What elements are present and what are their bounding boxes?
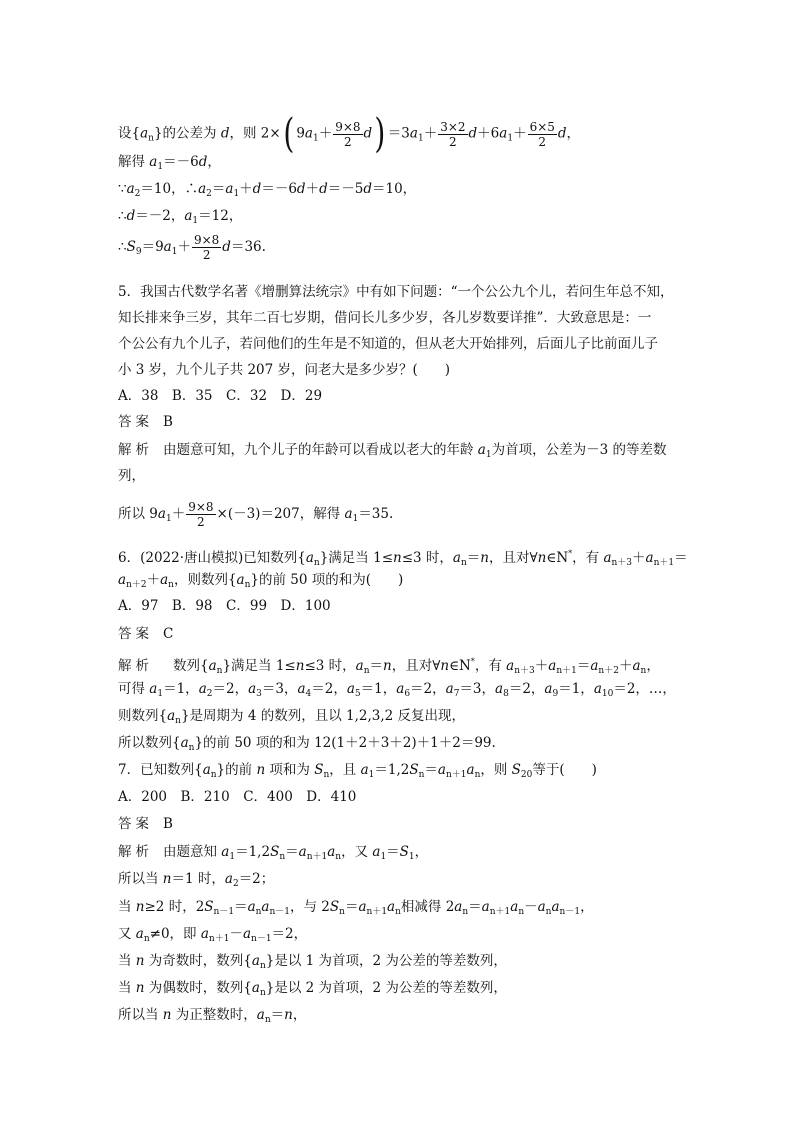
text: 当 [118, 980, 136, 996]
fraction: $\frac{9\times 8}{2}$ [335, 119, 361, 149]
q6-options: A．97 B．98 C．99 D．100 [118, 598, 331, 614]
fraction: $\frac{6\times 5}{2}$ [529, 119, 555, 149]
q7-options: A．200 B．210 C．400 D．410 [118, 789, 357, 805]
fraction: $\frac{3\times 2}{2}$ [440, 119, 466, 149]
q5-line2: 知长排来争三岁，其年二百七岁期，借问长儿多少岁，各儿岁数要详推”．大致意思是：一 [118, 310, 652, 326]
text: ＝1,2 [374, 762, 410, 778]
answer-label: 答案 [118, 626, 153, 642]
answer-value: B [163, 816, 173, 832]
solution-label: 解析 [118, 442, 153, 458]
text: 可得 [118, 681, 150, 697]
text: 则数列{ [118, 708, 168, 724]
text: ∵ [118, 181, 127, 197]
text: 当 [118, 953, 136, 969]
answer-value: C [163, 626, 174, 642]
text: 项和为 [265, 762, 315, 778]
text: 又 [118, 926, 136, 942]
text: ，且对∀ [391, 658, 441, 674]
q7-line1: 7．已知数列$\{a_n\}$的前 n 项和为 $S_n$，且 $a_1=1,2S_n=a_{n+1}a_n$，则 $S_{20}$等于( ) [118, 762, 597, 780]
q7-answer [118, 814, 173, 834]
text: 为偶数时，数列{ [144, 980, 252, 996]
q5-line1: 5．我国古代数学名著《增删算法统宗》中有如下问题：“一个公公九个儿，若问生年总不知， [118, 284, 674, 300]
text: 当 [118, 899, 136, 915]
line-because: $\because a_2=10$，$\therefore a_2=a_1+d=-6d+d=-5d=10$， [118, 181, 417, 199]
text: ，且 [329, 762, 361, 778]
solution-label: 解析 [118, 658, 153, 674]
left-paren: ( [283, 111, 294, 157]
text: 由题意知 [163, 844, 222, 860]
q7-solution-line5: 当 n 为奇数时，数列$\{a_n\}$是以 1 为首项，2 为公差的等差数列， [118, 953, 507, 971]
q5-options: A．38 B．35 C．32 D．29 [118, 388, 323, 404]
right-paren: ) [374, 111, 386, 157]
text: 设{ [118, 125, 141, 142]
q5-solution-line1: 解析 由题意可知，九个儿子的年龄可以看成以老大的年龄 $a_1$为首项，公差为－3 的等差数 [118, 442, 667, 460]
text: 所以数列{ [118, 735, 181, 751]
text: ∈N [449, 658, 471, 674]
answer-label: 答案 [118, 414, 153, 430]
line-common-difference: 设$\{a_n\}$的公差为 d，则 2×( $9a_1+$ $\frac{9\times 8}{2}$ $d) =3a_1+$ $\frac{3\times 2}{2}$ $d+6a_1+$ $\frac{6\times 5}{2}$ d， [118, 111, 581, 157]
text: ，有 [474, 658, 507, 674]
text: }是以 2 为首项，2 为公差的等差数列， [265, 980, 507, 996]
q7-solution-line3: 当 n≥2 时，$2S_{n-1}=a_na_{n-1}$，与 $2S_n=a_{n+1}a_n$相减得 $2a_n=a_{n+1}a_n-a_na_{n-1}$， [118, 899, 594, 917]
q6-answer [118, 624, 173, 644]
q5-answer [118, 412, 173, 432]
text: 为首项，公差为－3 的等差数 [491, 442, 667, 458]
q7-solution-line2: 所以当 n＝1 时，$a_2=2$； [118, 871, 275, 889]
line-solve: 解得 $a_1=-6d$， [118, 154, 221, 172]
line-therefore-d: ∴d＝－2，$a_1=12$， [118, 208, 243, 226]
text: ＝35. [358, 506, 394, 522]
text: ＝1， [163, 681, 199, 697]
fraction: $\frac{9\times 8}{2}$ [193, 233, 220, 262]
text: ，则 2× [229, 125, 281, 142]
text: ，有 [572, 550, 604, 566]
text: 所以当 [118, 1007, 163, 1023]
line-s9: $\therefore S_9=9a_1+$ $\frac{9\times 8}{2}$ d＝36. [118, 233, 266, 262]
answer-value: B [163, 414, 173, 430]
q7-solution-line4: 又 $a_n\ne 0$，即 $a_{n+1}-a_{n-1}=2$， [118, 926, 308, 944]
text: ×(－3)＝207，解得 [216, 506, 345, 522]
text: ，则 [480, 762, 512, 778]
text: ≤3 时， [401, 550, 453, 566]
q7-solution-line7: 所以当 n 为正整数时，$a_n=n$， [118, 1007, 307, 1025]
text: ∴ [118, 239, 127, 255]
q6-solution-line2: 可得 $a_1=1$，$a_2=2$，$a_3=3$，$a_4=2$，$a_5=1$，$a_6=2$，$a_7=3$，$a_8=2$，$a_9=1$，$a_{10}=2$，…， [118, 681, 676, 699]
text: 为正整数时， [171, 1007, 257, 1023]
q5-solution-line3: 所以 $9a_1+$ $\frac{9\times 8}{2}$ ×(－3)＝207，解得 $a_1=35$. [118, 500, 394, 529]
text: 所以当 [118, 871, 163, 887]
text: }的前 50 项的和为( ) [250, 572, 404, 588]
q5-line3: 个公公有九个儿子，若问他们的生年是不知道的，但从老大开始排列，后面儿子比前面儿子 [118, 336, 658, 352]
q6-solution-line1: 解析 数列$\{a_n\}$满足当 1≤n≤3 时，$a_n=n$，且对∀n∈N*，有 $a_{n+3}+a_{n+1}=a_{n+2}+a_n$， [118, 657, 660, 676]
text: ∴ [118, 208, 127, 224]
text: ∈N [546, 550, 569, 566]
text: }是周期为 4 的数列，且以 1,2,3,2 反复出现， [180, 708, 466, 724]
text: 6．(2022·唐山模拟)已知数列{ [118, 550, 306, 566]
fraction: $\frac{9\times 8}{2}$ [188, 500, 214, 529]
q6-solution-line4: 所以数列$\{a_n\}$的前 50 项的和为 12(1＋2＋3＋2)＋1＋2＝99. [118, 735, 496, 753]
text: 为奇数时，数列{ [144, 953, 252, 969]
text: 所以 9 [118, 506, 158, 522]
text: 由题意可知，九个儿子的年龄可以看成以老大的年龄 [163, 442, 478, 458]
text: 等于( ) [532, 762, 597, 778]
text: ，又 [341, 844, 373, 860]
text: }是以 1 为首项，2 为公差的等差数列， [265, 953, 507, 969]
text: }的前 [216, 762, 257, 778]
text: }的公差为 [153, 125, 221, 142]
text: 解得 [118, 154, 150, 170]
text: }满足当 1≤ [222, 658, 296, 674]
q6-line1: 6．(2022·唐山模拟)已知数列$\{a_n\}$满足当 1≤n≤3 时，$a_n=n$，且对∀n∈N*，有 $a_{n+3}+a_{n+1}=$ [118, 549, 688, 568]
q5-line4: 小 3 岁，九个儿子共 207 岁，问老大是多少岁？( ) [118, 362, 451, 378]
q7-solution-line1: 解析 由题意知 $a_1=1,2S_n=a_{n+1}a_n$，又 $a_1=S_1$， [118, 844, 429, 862]
q6-solution-line3: 则数列$\{a_n\}$是周期为 4 的数列，且以 1,2,3,2 反复出现， [118, 708, 466, 726]
q6-line2: $a_{n+2}+a_n$，则数列$\{a_n\}$的前 50 项的和为( ) [118, 572, 404, 590]
q5-solution-line2: 列， [118, 468, 145, 484]
text: 7．已知数列{ [118, 762, 203, 778]
solution-label: 解析 [118, 844, 153, 860]
text: ≤3 时， [304, 658, 356, 674]
text: ，且对∀ [488, 550, 538, 566]
answer-label: 答案 [118, 816, 153, 832]
text: ，则数列{ [173, 572, 237, 588]
q7-solution-line6: 当 n 为偶数时，数列$\{a_n\}$是以 2 为首项，2 为公差的等差数列， [118, 980, 507, 998]
text: }满足当 1≤ [319, 550, 393, 566]
text: 数列{ [173, 658, 209, 674]
text: }的前 50 项的和为 12(1＋2＋3＋2)＋1＋2＝99. [194, 735, 496, 751]
